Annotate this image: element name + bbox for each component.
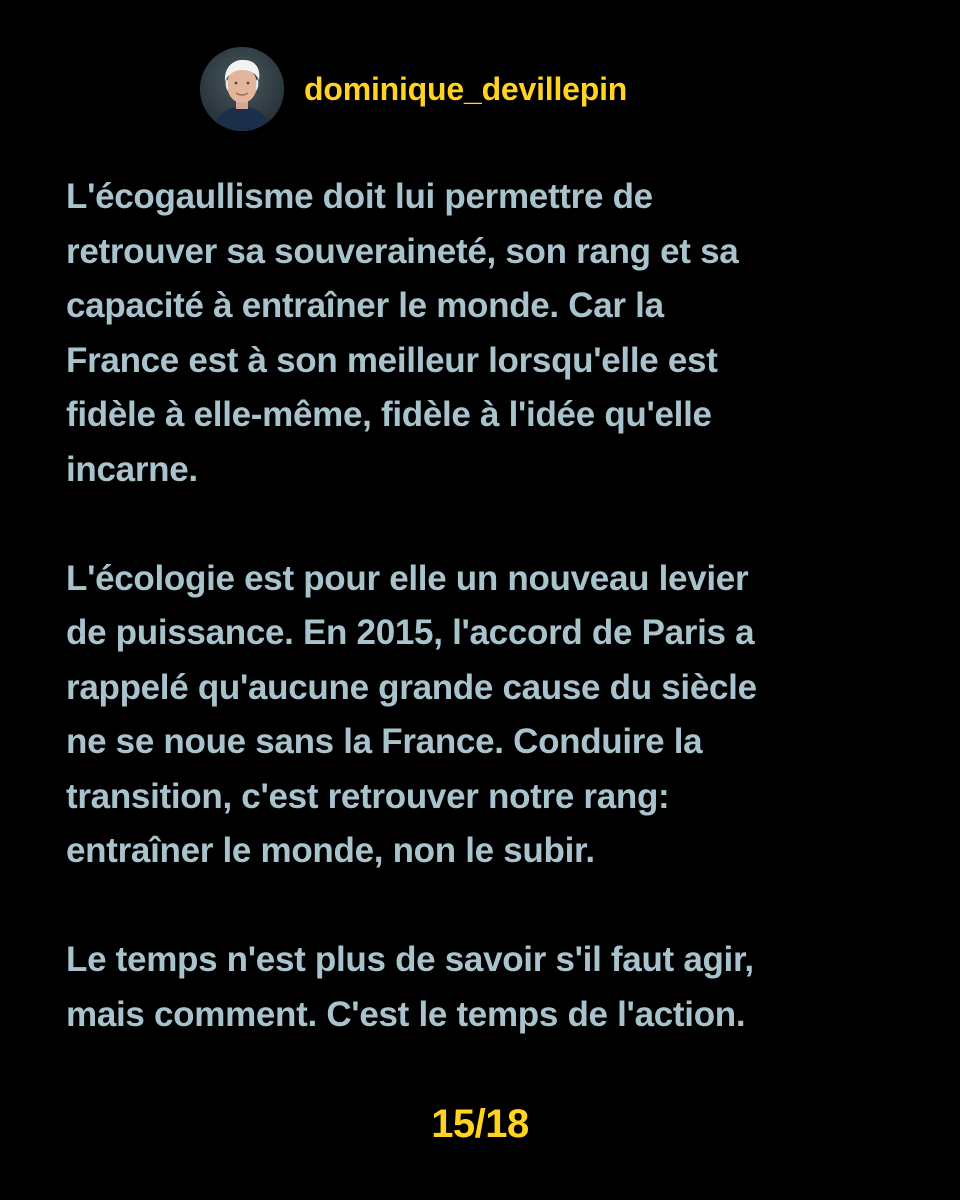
text-line: de puissance. En 2015, l'accord de Paris a [66, 613, 755, 652]
paragraph [66, 552, 906, 879]
text-line: incarne. [66, 449, 198, 489]
text-line: L'écologie est pour elle un nouveau levier [66, 558, 749, 598]
text-line: retrouver sa souveraineté, son rang et sa [66, 231, 739, 271]
post-header [200, 46, 627, 132]
text-line: capacité à entraîner le monde. Car la [66, 286, 664, 325]
text-line: transition, c'est retrouver notre rang: [66, 776, 670, 816]
paragraph [66, 933, 906, 1042]
paragraph [66, 170, 906, 497]
text-line: France est à son meilleur lorsqu'elle est [66, 340, 718, 380]
text-line: entraîner le monde, non le subir. [66, 831, 595, 870]
avatar[interactable] [200, 47, 284, 131]
text-line: Le temps n'est plus de savoir s'il faut agir, [66, 940, 754, 979]
text-line: rappelé qu'aucune grande cause du siècle [66, 667, 757, 707]
text-line: ne se noue sans la France. Conduire la [66, 722, 703, 761]
post-body [66, 170, 906, 1042]
avatar-portrait-icon [200, 47, 284, 131]
page-counter: 15/18 [431, 1102, 529, 1146]
username[interactable]: dominique_devillepin [304, 71, 628, 107]
text-line: mais comment. C'est le temps de l'action. [66, 994, 746, 1034]
text-line: fidèle à elle-même, fidèle à l'idée qu'elle [66, 395, 712, 434]
text-line: L'écogaullisme doit lui permettre de [66, 177, 653, 216]
